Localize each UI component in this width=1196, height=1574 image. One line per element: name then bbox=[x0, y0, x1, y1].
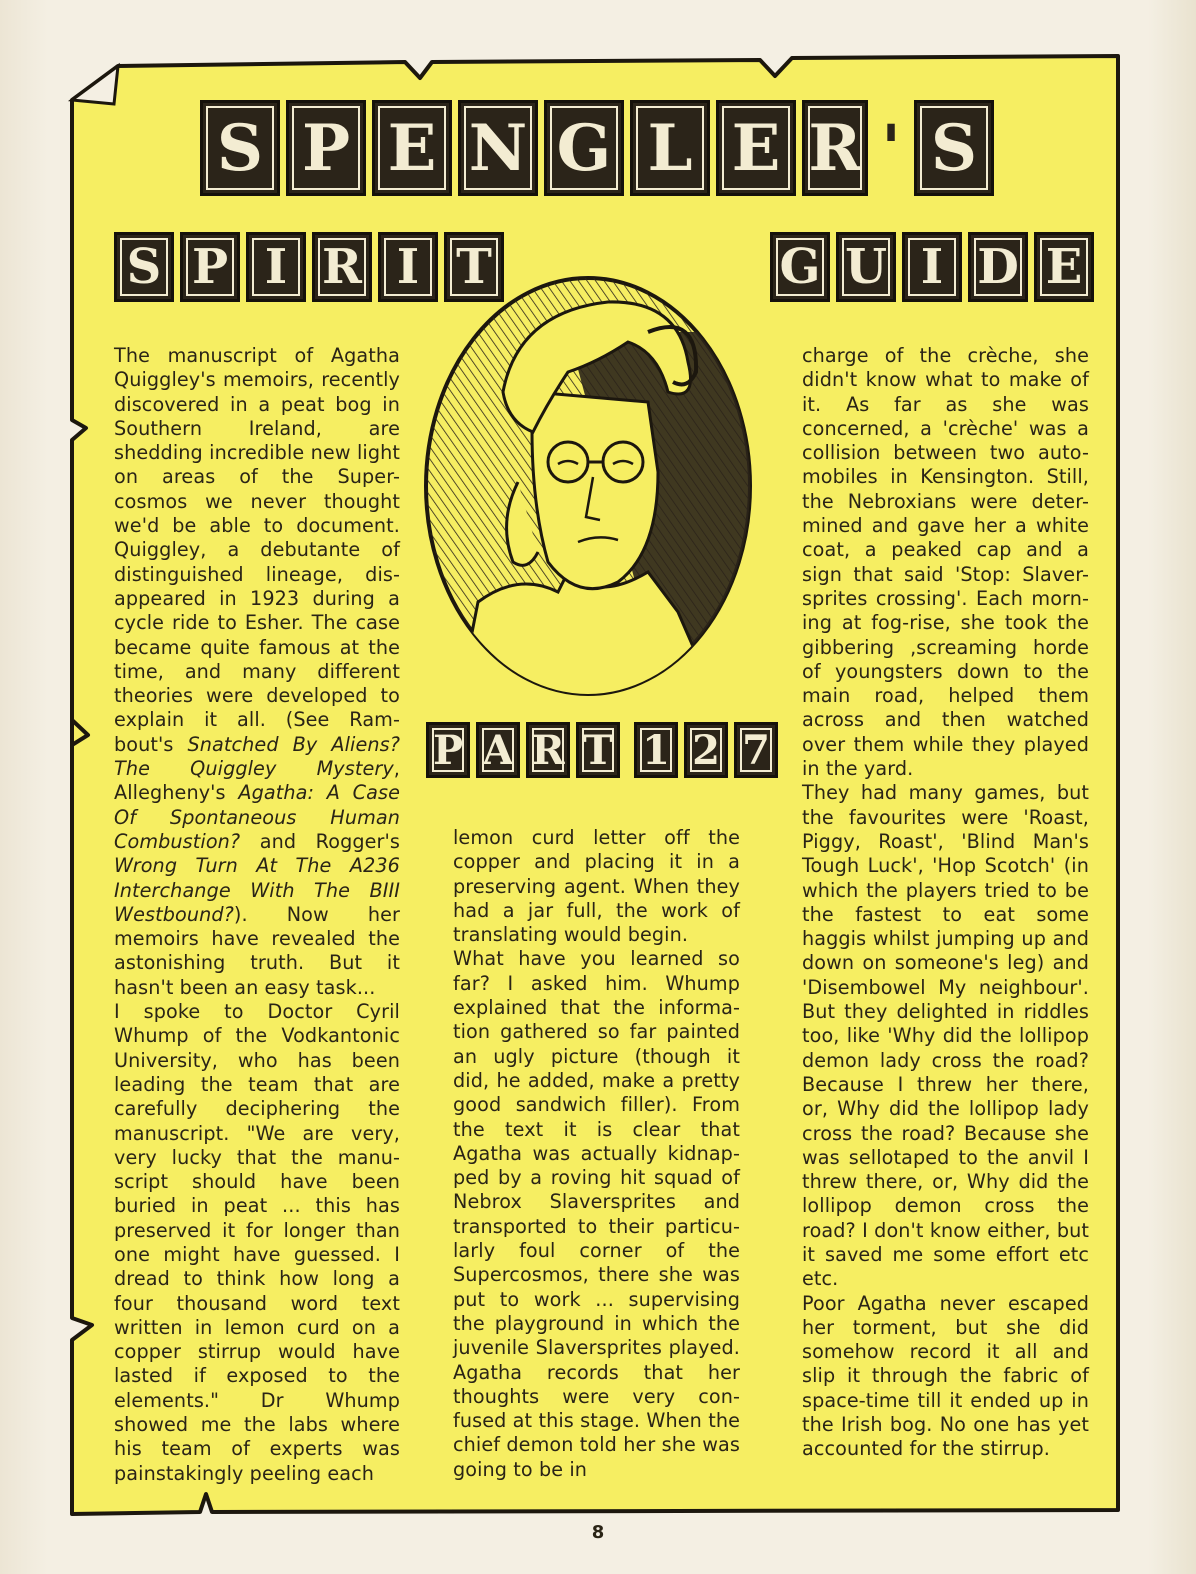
title-letter: E bbox=[372, 100, 452, 196]
paragraph: The manuscript of Agatha Quiggley's memoirs, recently discovered in a peat bog in Southern Ireland, are shedding incredible new light on areas of the Super-cosmos we never thought we'd be able to document. Quiggley, a debutante of distinguished lineage, dis-appeared in 1923 during a cycle ride to Esher. The case became quite famous at the time, and many different theories were developed to explain it all. (See Ram-bout's Snatched By Aliens? The Quiggley Mystery, Allegheny's Agatha: A Case Of Spontaneous Human Combustion? and Rogger's Wrong Turn At The A236 Interchange With The BIII Westbound?). Now her memoirs have revealed the astonishing truth. But it hasn't been an easy task... bbox=[114, 344, 401, 999]
paragraph: They had many games, but the favourites were 'Roast, Piggy, Roast', 'Blind Man's Tough Luck', 'Hop Scotch' (in which the players tried to be the fastest to eat some haggis whilst jumping up and down on someone's leg) and 'Disembowel My neighbour'. But they delighted in riddles too, like 'Why did the lollipop demon lady cross the road? Because I threw her there, or, Why did the lollipop lady cross the road? Because she was sellotaped to the anvil I threw there, or, Why did the lollipop demon cross the road? I don't know either, but it saved me some effort etc etc. bbox=[802, 781, 1089, 1291]
title-letter: A bbox=[476, 722, 520, 778]
paragraph: lemon curd letter off the copper and placing it in a preserving agent. When they had a jar full, the work of translating would begin. bbox=[453, 826, 740, 947]
title-letter: U bbox=[836, 232, 896, 302]
title-letter: 7 bbox=[734, 722, 778, 778]
paragraph: What have you learned so far? I asked him. Whump explained that the informa-tion gathered so far painted an ugly picture (though it did, he added, make a pretty good sandwich filler). From the text it is clear that Agatha was actually kidnap-ped by a roving hit squad of Nebrox Slaversprites and transported to their particu-larly foul corner of the Supercosmos, there she was put to work ... supervising the playground in which the juvenile Slaversprites played. Agatha records that her thoughts were very con-fused at this stage. When the chief demon told her she was going to be in bbox=[453, 947, 740, 1481]
page-number: 8 bbox=[591, 1522, 605, 1543]
title-letter: T bbox=[444, 232, 504, 302]
paragraph: Poor Agatha never escaped her torment, but she did somehow record it all and slip it through the fabric of space-time till it ended up in the Irish bog. No one has yet accounted for the stirrup. bbox=[802, 1291, 1089, 1461]
title-letter: G bbox=[544, 100, 624, 196]
title-letter: D bbox=[968, 232, 1028, 302]
title-letter: T bbox=[576, 722, 620, 778]
title-letter: E bbox=[1034, 232, 1094, 302]
title-letter: S bbox=[200, 100, 280, 196]
title-letter: ' bbox=[881, 110, 901, 186]
title-letter: L bbox=[630, 100, 710, 196]
paragraph: I spoke to Doctor Cyril Whump of the Vodkantonic University, who has been leading the team that are carefully deciphering the manuscript. "We are very, very lucky that the manu-script should have been buried in peat ... this has preserved it for longer than one might have guessed. I dread to think how long a four thousand word text written in lemon curd on a copper stirrup would have lasted if exposed to the elements." Dr Whump showed me the labs where his team of experts was painstakingly peeling each bbox=[114, 1000, 400, 1485]
article-column-2 bbox=[453, 826, 740, 1482]
title-letter: P bbox=[286, 100, 366, 196]
title-letter: G bbox=[770, 232, 830, 302]
paragraph: charge of the crèche, she didn't know what to make of it. As far as she was concerned, a 'crèche' was a collision between two auto-mobiles in Kensington. Still, the Nebroxians were deter-mined and gave her a white coat, a peaked cap and a sign that said 'Stop: Slaver-sprites crossing'. Each morn-ing at fog-rise, she took the gibbering ,screaming horde of youngsters down to the main road, helped them across and then watched over them while they played in the yard. bbox=[802, 344, 1089, 781]
title-letter: I bbox=[902, 232, 962, 302]
portrait-illustration bbox=[418, 272, 758, 704]
title-part-127 bbox=[426, 722, 778, 778]
title-letter: I bbox=[378, 232, 438, 302]
title-letter: R bbox=[312, 232, 372, 302]
title-letter: R bbox=[526, 722, 570, 778]
title-letter: S bbox=[914, 100, 994, 196]
title-letter: R bbox=[802, 100, 868, 196]
title-letter: I bbox=[246, 232, 306, 302]
title-spenglers bbox=[200, 100, 994, 196]
title-letter: P bbox=[180, 232, 240, 302]
title-letter: 2 bbox=[684, 722, 728, 778]
article-column-1 bbox=[114, 344, 400, 1486]
title-letter: S bbox=[114, 232, 174, 302]
title-letter: 1 bbox=[634, 722, 678, 778]
title-guide bbox=[770, 232, 1094, 302]
title-letter: N bbox=[458, 100, 538, 196]
article-column-3 bbox=[802, 344, 1089, 1462]
title-letter: P bbox=[426, 722, 470, 778]
title-letter: E bbox=[716, 100, 796, 196]
